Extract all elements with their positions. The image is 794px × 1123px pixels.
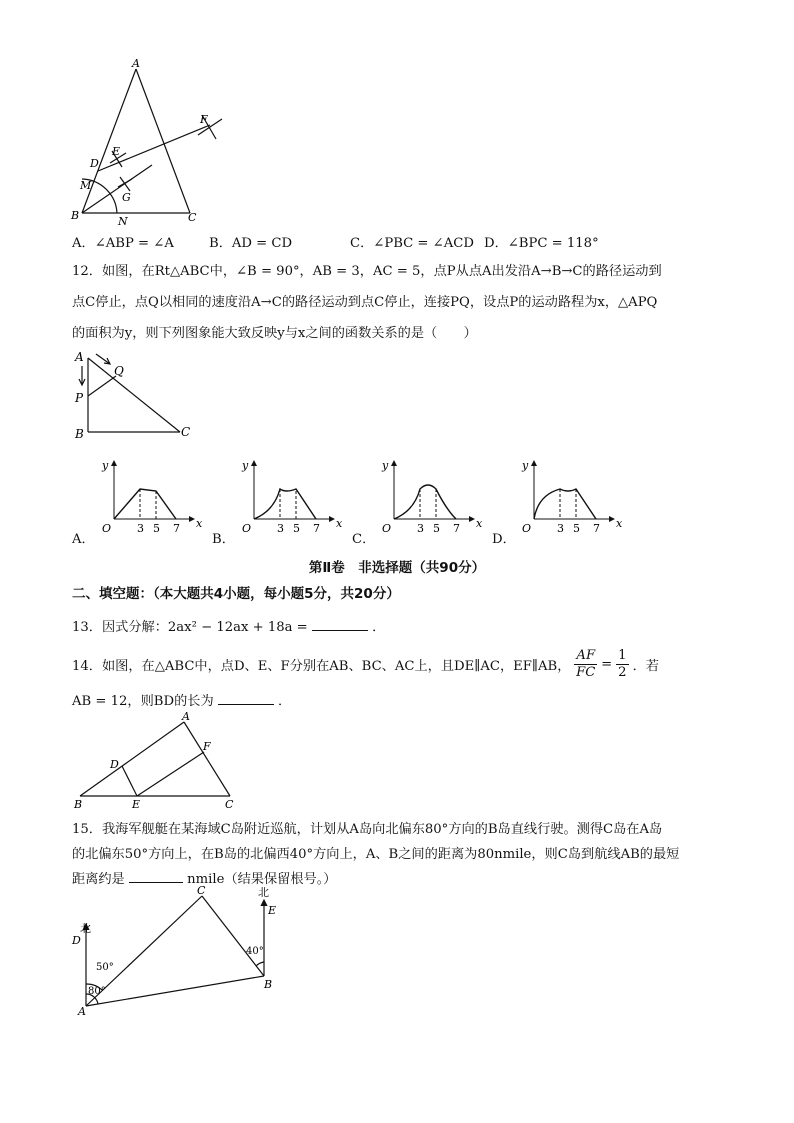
q11-option-c: C．∠PBC = ∠ACD: [350, 236, 474, 251]
q14-line2: AB = 12，则BD的长为: [72, 694, 214, 709]
fig11-label-N: N: [118, 215, 128, 228]
q15-figure: [64, 884, 284, 1019]
graph-0-y-label: y: [102, 459, 109, 472]
graph-a: [114, 461, 194, 519]
q14-figure: [68, 708, 248, 813]
graph-3-x-label: x: [616, 517, 623, 530]
fig11-label-E: E: [112, 145, 121, 158]
q13-answer-blank[interactable]: [312, 618, 368, 631]
fig12-label-B: B: [75, 427, 84, 441]
graph-3-y-label: y: [522, 459, 529, 472]
graph-d: [534, 461, 614, 519]
q15-line-2: 的北偏东50°方向上，在B岛的北偏西40°方向上，A、B之间的距离为80nmile，则C岛到航线AB的最短: [72, 847, 680, 862]
graph-1-origin: O: [242, 522, 252, 535]
graph-2-x-label: x: [476, 517, 483, 530]
q12-line-2: 点C停止，点Q以相同的速度沿A→C的路径运动到点C停止，连接PQ，设点P的运动路程为x，△APQ: [72, 295, 658, 310]
fig11-label-F: F: [200, 113, 208, 126]
q12-option-d: D．: [492, 532, 516, 547]
q15-answer-blank[interactable]: [129, 870, 183, 883]
section-2-heading: 二、填空题：（本大题共4小题，每小题5分，共20分）: [72, 586, 400, 602]
q12-option-b: B．: [212, 532, 235, 547]
graph-3-tick-7: 7: [593, 522, 600, 535]
fig12-label-P: P: [75, 391, 84, 405]
fig11-label-G: G: [122, 191, 131, 204]
q14-line1-a: 14．如图，在△ABC中，点D、E、F分别在AB、BC、AC上，且DE∥AC，EF∥AB，: [72, 658, 571, 674]
q13-text: 13．因式分解：2ax² − 12ax + 18a =: [72, 620, 308, 635]
q14-frac-left: [574, 648, 597, 681]
fig11-label-B: B: [71, 209, 80, 222]
fig14-label-E: E: [132, 798, 141, 811]
q13-end: ．: [372, 620, 386, 635]
graph-3-tick-5: 5: [573, 522, 580, 535]
graph-2-tick-5: 5: [433, 522, 440, 535]
fig11-label-M: M: [80, 179, 92, 192]
graph-0-origin: O: [102, 522, 112, 535]
q12-line-3: 的面积为y，则下列图象能大致反映y与x之间的函数关系的是（ ）: [72, 326, 477, 341]
fig12-label-Q: Q: [114, 364, 124, 378]
q15-line3-b: nmile（结果保留根号。）: [187, 872, 337, 887]
fig14-label-B: B: [74, 798, 83, 811]
graph-2-tick-3: 3: [417, 522, 424, 535]
graph-1-tick-5: 5: [293, 522, 300, 535]
q13: [72, 616, 385, 635]
fig15-label-B: B: [264, 978, 273, 991]
fig15-label-40: 40°: [246, 946, 264, 957]
q14-frac-left-den: FC: [576, 664, 596, 680]
graph-0-tick-3: 3: [137, 522, 144, 535]
graph-1-tick-3: 3: [277, 522, 284, 535]
graph-2-y-label: y: [382, 459, 389, 472]
graph-0-tick-7: 7: [173, 522, 180, 535]
q15-line3-a: 距离约是: [72, 872, 125, 887]
q12-option-c: C．: [352, 532, 376, 547]
fig12-label-C: C: [181, 425, 191, 439]
q14-frac-left-num: AF: [576, 647, 596, 663]
graph-1-x-label: x: [336, 517, 343, 530]
q14-line-1: [72, 644, 659, 684]
fig15-label-A: A: [78, 1005, 86, 1018]
fig11-label-C: C: [188, 211, 197, 224]
graph-2-origin: O: [382, 522, 392, 535]
q11-figure: [60, 55, 240, 230]
graph-3-origin: O: [522, 522, 532, 535]
q14-frac-right-den: 2: [618, 664, 627, 680]
q14-frac-right: [616, 648, 628, 681]
section-2-title: 第Ⅱ卷 非选择题（共90分）: [308, 560, 486, 576]
q14-line-2: [72, 690, 291, 709]
graph-1-y-label: y: [242, 459, 249, 472]
q12-graphs: [70, 455, 630, 550]
q14-answer-blank[interactable]: [218, 692, 274, 705]
fig14-label-A: A: [182, 710, 190, 723]
q12-line-1: 12．如图，在Rt△ABC中，∠B = 90°，AB = 3，AC = 5，点P从点A出发沿A→B→C的路径运动到: [72, 264, 662, 279]
graph-1-tick-7: 7: [313, 522, 320, 535]
fig14-label-F: F: [203, 740, 211, 753]
q12-option-a: A．: [72, 532, 95, 547]
fig11-label-D: D: [90, 157, 99, 170]
fig14-label-C: C: [225, 798, 234, 811]
fig15-label-D: D: [72, 934, 81, 947]
q14-equals: =: [601, 656, 613, 672]
fig15-label-C: C: [197, 884, 206, 897]
graph-b: [254, 461, 334, 519]
fig15-label-north2: 北: [258, 886, 269, 899]
q11-option-b: B．AD = CD: [209, 236, 293, 251]
q12-figure: [68, 346, 198, 446]
graph-0-x-label: x: [196, 517, 203, 530]
fig14-label-D: D: [110, 758, 119, 771]
graph-2-tick-7: 7: [453, 522, 460, 535]
fig15-label-80: 80°: [88, 986, 106, 997]
q15-line-1: 15．我海军舰艇在某海域C岛附近巡航，计划从A岛向北偏东80°方向的B岛直线行驶。测得C岛在A岛: [72, 822, 663, 837]
graph-3-tick-3: 3: [557, 522, 564, 535]
q11-option-d: D．∠BPC = 118°: [484, 236, 599, 251]
graph-0-tick-5: 5: [153, 522, 160, 535]
q11-option-a: A．∠ABP = ∠A: [72, 236, 174, 251]
fig15-label-E: E: [268, 904, 277, 917]
graph-c: [394, 461, 474, 519]
q14-frac-right-num: 1: [618, 647, 627, 663]
fig12-label-A: A: [75, 350, 84, 364]
q14-end: ．: [278, 694, 292, 709]
q14-line1-b: ．若: [632, 658, 659, 674]
fig15-label-50: 50°: [96, 962, 114, 973]
fig15-label-north1: 北: [80, 922, 91, 935]
fig11-label-A: A: [132, 57, 140, 70]
